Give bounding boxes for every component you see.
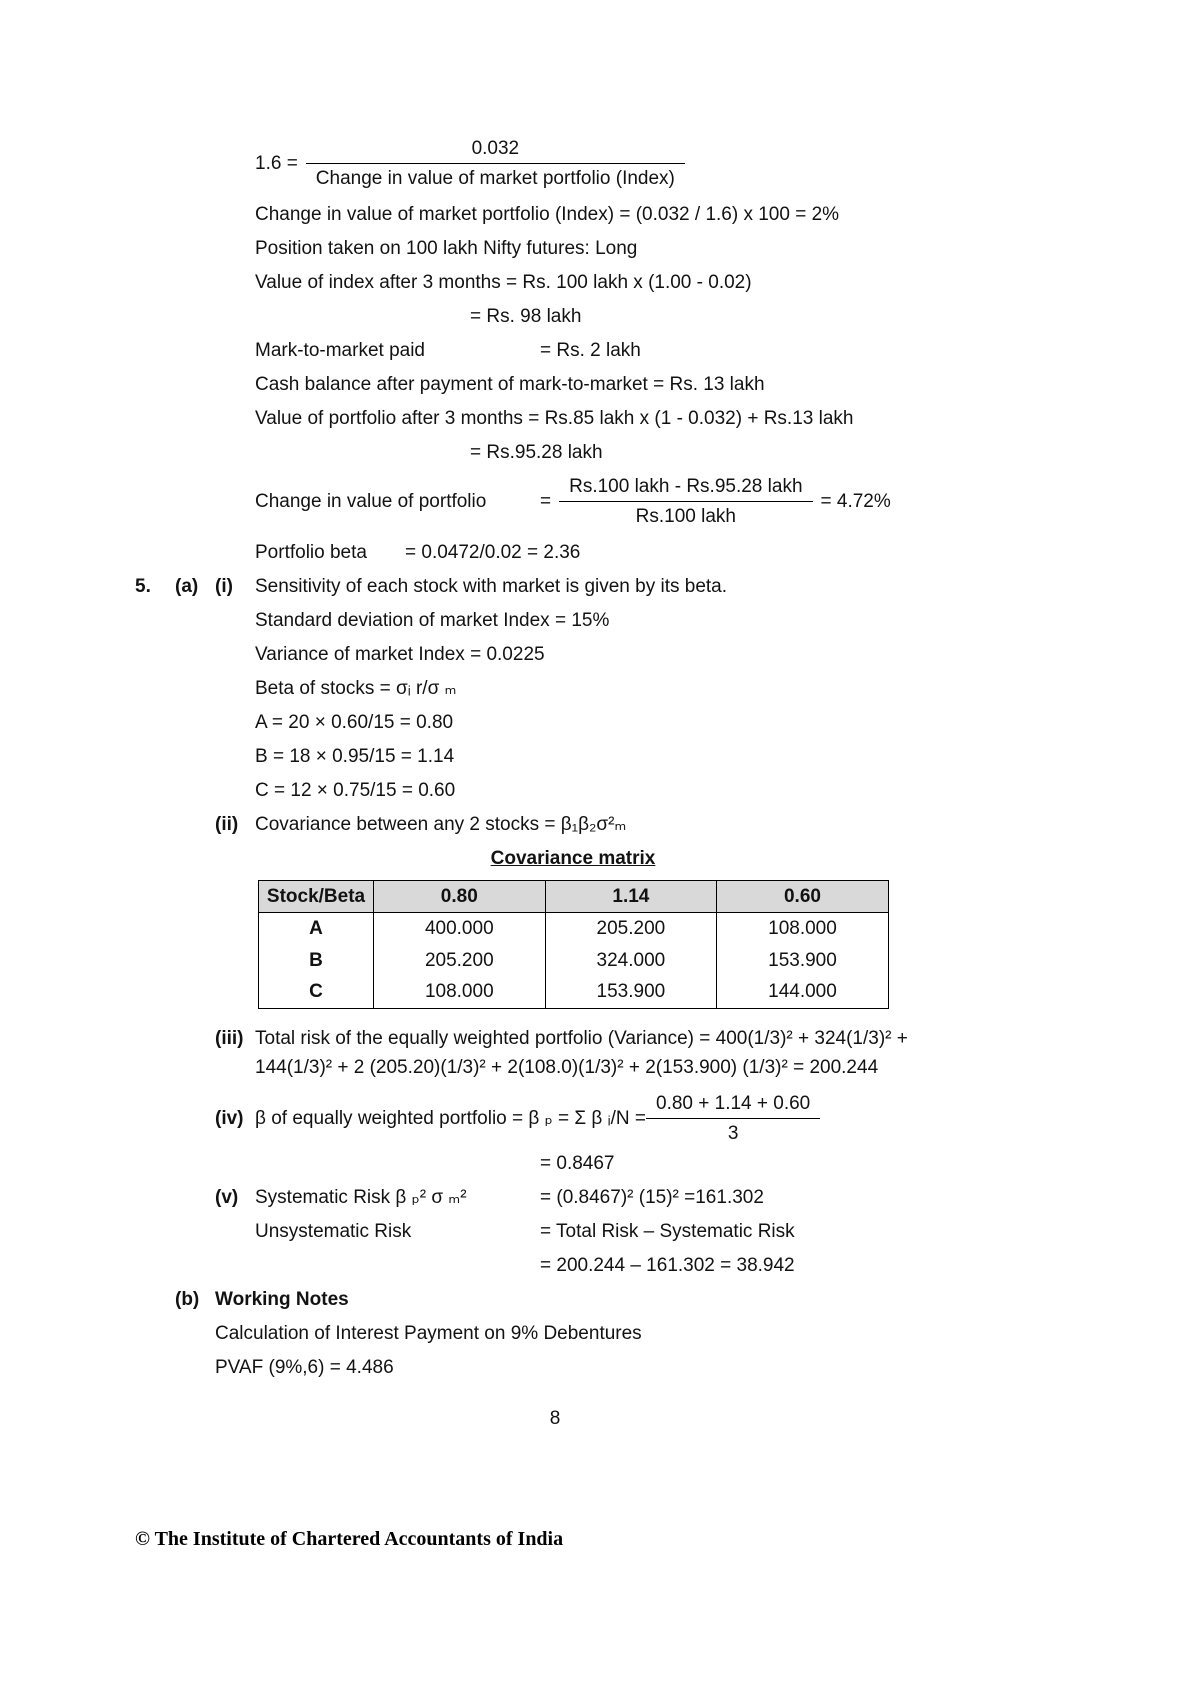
text-line-change-index: Change in value of market portfolio (Index) = (0.032 / 1.6) x 100 = 2% [255,204,840,225]
working-notes-title: Working Notes [215,1289,349,1310]
item-iii-row [215,1024,1191,1082]
cell-value: 400.000 [374,913,546,945]
copyright-footer: © The Institute of Chartered Accountants of India [135,1528,564,1550]
text-line-position: Position taken on 100 lakh Nifty futures: Long [255,238,638,259]
systematic-risk-value: = (0.8467)² (15)² =161.302 [540,1187,764,1208]
text-line-beta-b: B = 18 × 0.95/15 = 1.14 [255,746,455,767]
header-stock-beta: Stock/Beta [259,881,374,913]
table-row [259,913,889,945]
cell-value: 144.000 [717,977,889,1009]
equation-portfolio-change [255,476,1191,527]
text-line-variance: Variance of market Index = 0.0225 [255,644,545,665]
item-ii-label: (ii) [215,814,239,835]
equation-result: = 4.72% [820,490,891,512]
fraction-denominator: Rs.100 lakh [635,506,736,527]
cell-value: 205.200 [374,945,546,977]
item-iv-label: (iv) [215,1107,244,1129]
table-row [259,945,889,977]
mark-to-market-value: = Rs. 2 lakh [540,340,641,361]
item-ii-text: Covariance between any 2 stocks = β₁β₂σ²ₘ [255,814,627,835]
table-row [259,977,889,1009]
fraction-denominator: Change in value of market portfolio (Index) [315,168,675,189]
text-line-index-value: Value of index after 3 months = Rs. 100 lakh x (1.00 - 0.02) [255,272,752,293]
text-line-beta-a: A = 20 × 0.60/15 = 0.80 [255,712,454,733]
unsystematic-risk-row [255,1221,1191,1242]
item-v-row [215,1187,1191,1208]
part-b-row [175,1289,1191,1310]
mark-to-market-row [255,340,1191,361]
fraction-numerator: 0.032 [306,138,685,164]
item-i-label: (i) [215,576,233,597]
fraction-numerator: Rs.100 lakh - Rs.95.28 lakh [559,476,812,502]
cell-value: 153.900 [717,945,889,977]
part-a-label: (a) [175,576,199,597]
equation-lhs: 1.6 = [255,152,298,174]
cell-value: 205.200 [545,913,717,945]
equation-lhs: Change in value of portfolio [255,490,487,512]
equation-hedge-ratio [255,138,1191,189]
text-line-interest-calc: Calculation of Interest Payment on 9% Debentures [215,1323,642,1344]
item-iv-result: = 0.8467 [540,1153,615,1174]
fraction-average-beta [646,1093,820,1144]
fraction-denominator: 3 [727,1123,739,1144]
unsystematic-risk-result: = 200.244 – 161.302 = 38.942 [540,1255,795,1276]
cell-value: 153.900 [545,977,717,1009]
page-number: 8 [549,1408,561,1429]
cell-value: 108.000 [717,913,889,945]
header-beta-060: 0.60 [717,881,889,913]
unsystematic-risk-value: = Total Risk – Systematic Risk [540,1221,795,1242]
portfolio-beta-value: = 0.0472/0.02 = 2.36 [405,542,581,563]
text-line-pvaf: PVAF (9%,6) = 4.486 [215,1357,394,1378]
equals-sign: = [540,490,552,512]
mark-to-market-label: Mark-to-market paid [255,340,425,361]
fraction-portfolio-change [559,476,812,527]
text-line-cash-balance: Cash balance after payment of mark-to-market = Rs. 13 lakh [255,374,765,395]
question-number: 5. [135,576,151,597]
cell-value: 324.000 [545,945,717,977]
text-line-std-dev: Standard deviation of market Index = 15% [255,610,610,631]
systematic-risk-label: Systematic Risk β ₚ² σ ₘ² [255,1187,467,1208]
question-5-row [135,576,1191,597]
row-label-c: C [259,977,374,1009]
item-iii-text: Total risk of the equally weighted portfolio (Variance) = 400(1/3)² + 324(1/3)² + 144(1/3)² + 2 (205.20)(1/3)² + 2(108.0)(1/3)² + 2(153.900) (1/3)² = 200.244 [255,1028,908,1078]
row-label-b: B [259,945,374,977]
fraction-hedge-ratio [306,138,685,189]
portfolio-beta-row [255,542,1191,563]
unsystematic-risk-label: Unsystematic Risk [255,1221,412,1242]
covariance-matrix-table [258,880,889,1009]
fraction-numerator: 0.80 + 1.14 + 0.60 [646,1093,820,1119]
cell-value: 108.000 [374,977,546,1009]
item-ii-row [215,814,1191,835]
row-label-a: A [259,913,374,945]
item-iv-row [215,1093,1191,1144]
item-i-text: Sensitivity of each stock with market is given by its beta. [255,576,728,597]
part-b-label: (b) [175,1289,200,1310]
portfolio-beta-label: Portfolio beta [255,542,367,563]
text-line-beta-c: C = 12 × 0.75/15 = 0.60 [255,780,456,801]
text-line-portfolio-value: Value of portfolio after 3 months = Rs.85 lakh x (1 - 0.032) + Rs.13 lakh [255,408,854,429]
header-beta-114: 1.14 [545,881,717,913]
header-beta-080: 0.80 [374,881,546,913]
item-v-label: (v) [215,1187,239,1208]
text-line-98-lakh: = Rs. 98 lakh [470,306,582,327]
item-iv-text: β of equally weighted portfolio = β ₚ = Σ β ᵢ/N = [255,1108,646,1129]
text-line-9528-lakh: = Rs.95.28 lakh [470,442,603,463]
item-iii-label: (iii) [215,1028,244,1049]
text-line-beta-formula: Beta of stocks = σᵢ r/σ ₘ [255,678,457,699]
table-header-row [259,881,889,913]
table-title: Covariance matrix [490,848,656,869]
